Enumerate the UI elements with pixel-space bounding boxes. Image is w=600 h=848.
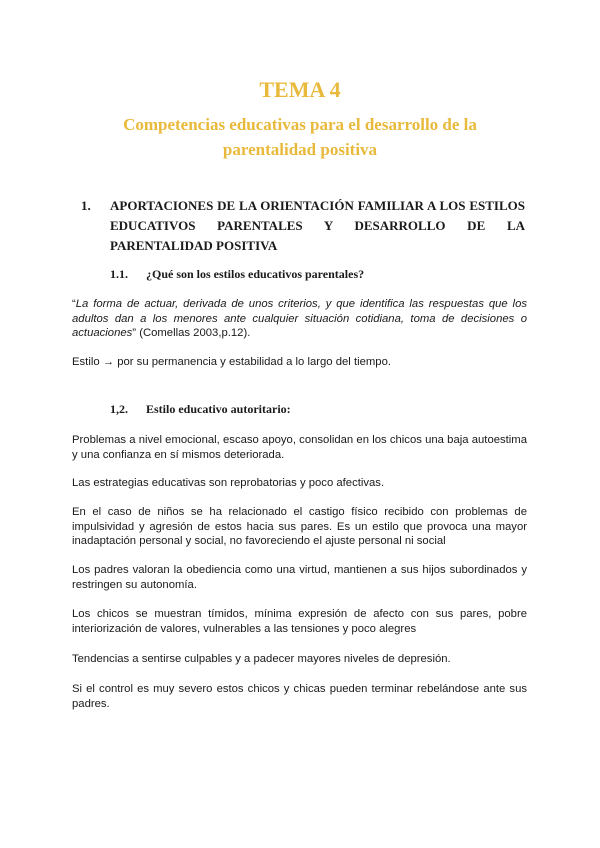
- subtitle-line-2: parentalidad positiva: [222, 140, 378, 159]
- paragraph-shy-children: Los chicos se muestran tímidos, mínima expresión de afecto con sus pares, pobre interiorización de valores, vulnerables a las tensiones y poco alegres: [72, 608, 527, 635]
- paragraph-guilt: Tendencias a sentirse culpables y a padecer mayores niveles de depresión.: [72, 653, 451, 665]
- definition-quote: [72, 297, 527, 341]
- estilo-note: Estilo → por su permanencia y estabilidad a lo largo del tiempo.: [72, 356, 391, 368]
- quote-open-mark: “: [72, 298, 76, 310]
- subtitle-line-1: Competencias educativas para el desarrollo de la: [123, 115, 477, 134]
- subsection-1-1-heading: ¿Qué son los estilos educativos parentales?: [146, 267, 365, 281]
- page-subtitle: [0, 112, 600, 162]
- paragraph-emotional-problems: Problemas a nivel emocional, escaso apoyo, consolidan en los chicos una baja autoestima y una confianza en sí mismos deteriorada.: [72, 434, 527, 461]
- paragraph-obedience: Los padres valoran la obediencia como una virtud, mantienen a sus hijos subordinados y restringen su autonomía.: [72, 564, 527, 591]
- quote-citation: ” (Comellas 2003,p.12).: [132, 327, 251, 339]
- page-title: TEMA 4: [259, 77, 341, 102]
- paragraph-physical-punishment: En el caso de niños se ha relacionado el castigo físico recibido con problemas de impulsividad y agresión de estos hacia sus pares. Es un estilo que provoca una mayor inadaptación personal y social, no favoreciendo el ajuste personal ni social: [72, 506, 527, 547]
- subsection-1-2-number: 1,2.: [110, 402, 128, 416]
- paragraph-severe-control: Si el control es muy severo estos chicos y chicas pueden terminar rebelándose ante sus padres.: [72, 683, 527, 710]
- subsection-1-1-number: 1.1.: [110, 267, 128, 281]
- quote-text: La forma de actuar, derivada de unos criterios, y que identifica las respuestas que los adultos dan a los menores ante cualquier situación cotidiana, toma de decisiones o actuaciones: [72, 298, 527, 339]
- section-1-heading: APORTACIONES DE LA ORIENTACIÓN FAMILIAR A LOS ESTILOS EDUCATIVOS PARENTALES Y DESARROLLO DE LA PARENTALIDAD POSITIVA: [110, 198, 525, 253]
- subsection-1-2-heading: Estilo educativo autoritario:: [146, 402, 291, 416]
- paragraph-strategies: Las estrategias educativas son reprobatorias y poco afectivas.: [72, 477, 385, 489]
- section-1-number: 1.: [81, 198, 91, 213]
